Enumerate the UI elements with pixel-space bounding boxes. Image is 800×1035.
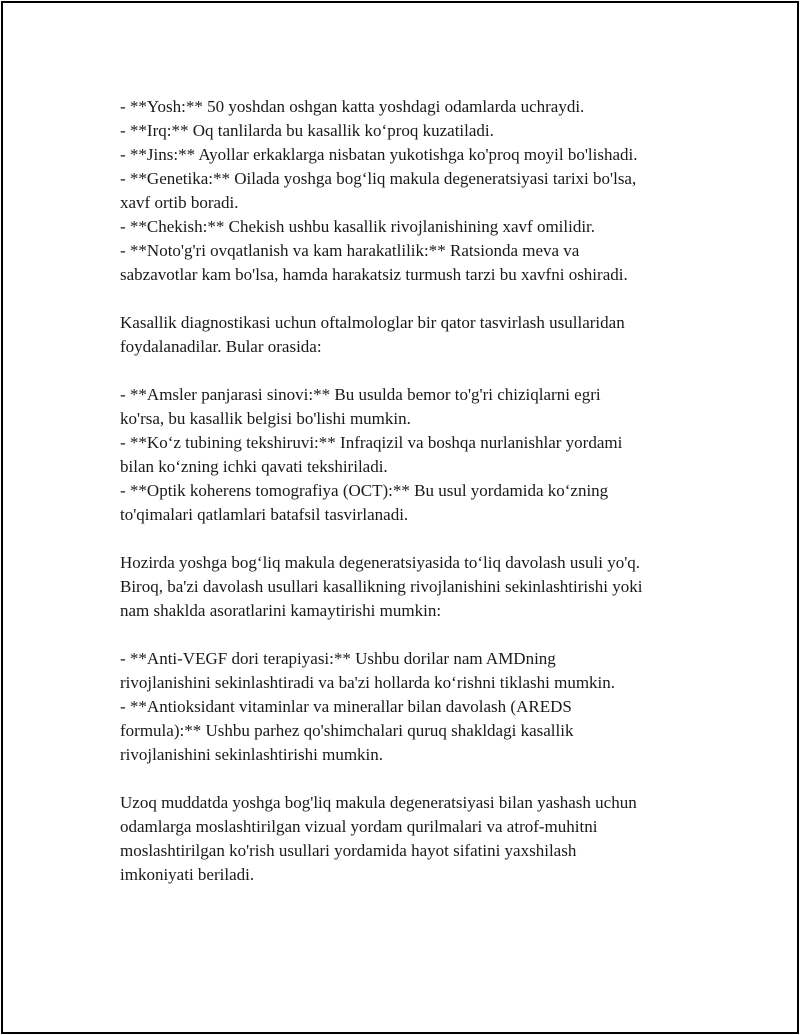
list-item-line: rivojlanishini sekinlashtirishi mumkin. — [120, 745, 384, 764]
paragraph-gap — [120, 527, 710, 551]
document-body — [120, 95, 710, 887]
list-item-line: rivojlanishini sekinlashtiradi va ba'zi hollarda ko‘rishni tiklashi mumkin. — [120, 673, 616, 692]
list-item-gender — [120, 143, 710, 167]
list-item-line: - **Anti-VEGF dori terapiyasi:** Ushbu dorilar nam AMDning — [120, 649, 556, 668]
list-item-line: - **Antioksidant vitaminlar va minerallar bilan davolash (AREDS — [120, 697, 572, 716]
list-item-line: - **Yosh:** 50 yoshdan oshgan katta yoshdagi odamlarda uchraydi. — [120, 97, 585, 116]
paragraph-line: imkoniyati beriladi. — [120, 865, 255, 884]
paragraph-gap — [120, 359, 710, 383]
diagnostics-intro-paragraph — [120, 311, 710, 359]
list-item-line: - **Jins:** Ayollar erkaklarga nisbatan yukotishga ko'proq moyil bo'lishadi. — [120, 145, 638, 164]
list-item-line: - **Ko‘z tubining tekshiruvi:** Infraqizil va boshqa nurlanishlar yordami — [120, 433, 623, 452]
list-item-amsler-grid — [120, 383, 710, 431]
list-item-race — [120, 119, 710, 143]
list-item-line: - **Genetika:** Oilada yoshga bog‘liq makula degeneratsiyasi tarixi bo'lsa, — [120, 169, 637, 188]
list-item-fundus-exam — [120, 431, 710, 479]
list-item-oct — [120, 479, 710, 527]
list-item-line: formula):** Ushbu parhez qo'shimchalari quruq shakldagi kasallik — [120, 721, 574, 740]
conclusion-paragraph — [120, 791, 710, 887]
list-item-smoking — [120, 215, 710, 239]
paragraph-line: odamlarga moslashtirilgan vizual yordam qurilmalari va atrof-muhitni — [120, 817, 598, 836]
list-item-line: - **Noto'g'ri ovqatlanish va kam harakatlilik:** Ratsionda meva va — [120, 241, 580, 260]
paragraph-line: Biroq, ba'zi davolash usullari kasallikning rivojlanishini sekinlashtirishi yoki — [120, 577, 643, 596]
list-item-line: sabzavotlar kam bo'lsa, hamda harakatsiz turmush tarzi bu xavfni oshiradi. — [120, 265, 628, 284]
list-item-line: to'qimalari qatlamlari batafsil tasvirlanadi. — [120, 505, 409, 524]
risk-factor-list — [120, 95, 710, 287]
paragraph-line: moslashtirilgan ko'rish usullari yordamida hayot sifatini yaxshilash — [120, 841, 577, 860]
paragraph-line: Kasallik diagnostikasi uchun oftalmologlar bir qator tasvirlash usullaridan — [120, 313, 625, 332]
list-item-line: bilan ko‘zning ichki qavati tekshiriladi. — [120, 457, 388, 476]
list-item-line: ko'rsa, bu kasallik belgisi bo'lishi mumkin. — [120, 409, 411, 428]
paragraph-line: foydalanadilar. Bular orasida: — [120, 337, 322, 356]
list-item-diet — [120, 239, 710, 287]
list-item-areds — [120, 695, 710, 767]
diagnostics-list — [120, 383, 710, 527]
list-item-anti-vegf — [120, 647, 710, 695]
list-item-line: - **Chekish:** Chekish ushbu kasallik rivojlanishining xavf omilidir. — [120, 217, 596, 236]
list-item-line: - **Optik koherens tomografiya (OCT):** Bu usul yordamida ko‘zning — [120, 481, 609, 500]
list-item-line: - **Amsler panjarasi sinovi:** Bu usulda bemor to'g'ri chiziqlarni egri — [120, 385, 601, 404]
treatment-intro-paragraph — [120, 551, 710, 623]
paragraph-line: nam shaklda asoratlarini kamaytirishi mumkin: — [120, 601, 442, 620]
paragraph-line: Hozirda yoshga bog‘liq makula degeneratsiyasida to‘liq davolash usuli yo'q. — [120, 553, 641, 572]
treatment-list — [120, 647, 710, 767]
paragraph-gap — [120, 287, 710, 311]
list-item-genetics — [120, 167, 710, 215]
paragraph-gap — [120, 767, 710, 791]
list-item-line: - **Irq:** Oq tanlilarda bu kasallik ko‘proq kuzatiladi. — [120, 121, 494, 140]
paragraph-line: Uzoq muddatda yoshga bog'liq makula degeneratsiyasi bilan yashash uchun — [120, 793, 637, 812]
paragraph-gap — [120, 623, 710, 647]
list-item-line: xavf ortib boradi. — [120, 193, 239, 212]
list-item-age — [120, 95, 710, 119]
page-frame — [1, 1, 799, 1034]
